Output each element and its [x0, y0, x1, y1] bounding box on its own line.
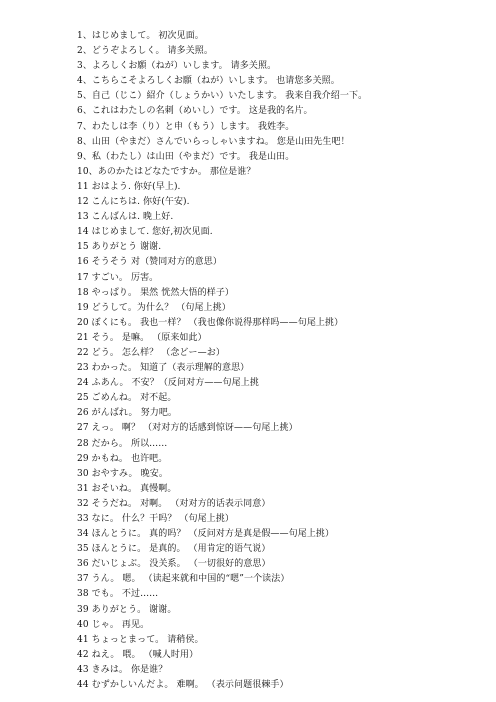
phrase-line-9: 9、私（わたし）は山田（やまだ）です。 我是山田。 — [77, 151, 295, 162]
phrase-line-36: 36 だいじょぶ。 没关系。 （一切很好的意思） — [77, 559, 271, 570]
phrase-line-28: 28 だから。 所以…… — [77, 438, 168, 449]
phrase-line-33: 33 なに。 什么？干吗？ （句尾上挑） — [77, 514, 235, 524]
phrase-line-24: 24 ふあん。 不安？（反问对方——句尾上挑 — [77, 378, 259, 389]
phrase-line-4: 4、こちらこそよろしくお願（ねが）いします。 也请您多关照。 — [77, 76, 340, 87]
phrase-line-25: 25 ごめんね。 对不起。 — [77, 393, 177, 404]
phrase-line-14: 14 はじめまして. 您好,初次见面. — [77, 227, 213, 238]
phrase-line-42: 42 ねえ。 喂。 （喊人时用） — [77, 649, 199, 660]
phrase-line-31: 31 おそいね。 真慢啊。 — [77, 483, 177, 494]
phrase-line-13: 13 こんばんは. 晚上好. — [77, 212, 174, 223]
phrase-line-11: 11 おはよう. 你好(早上). — [77, 181, 181, 192]
phrase-line-20: 20 ぼくにも。 我也一样？ （我也像你说得那样吗——句尾上挑） — [77, 317, 344, 328]
phrase-line-35: 35 ほんとうに。 是真的。 （用肯定的语气说） — [77, 544, 271, 555]
phrase-line-34: 34 ほんとうに。 真的吗？ （反问对方是真是假——句尾上挑） — [77, 529, 335, 540]
phrase-list — [77, 29, 487, 693]
phrase-line-27: 27 えっ。 啊？ （对对方的话感到惊讶——句尾上挑） — [77, 423, 298, 434]
phrase-line-37: 37 うん。 嗯。 （读起来就和中国的“嗯”一个读法） — [77, 574, 290, 585]
phrase-line-19: 19 どうして。为什么？ （句尾上挑） — [77, 302, 231, 313]
phrase-line-43: 43 きみは。 你是谁？ — [77, 664, 168, 675]
phrase-line-7: 7、わたしは李（り）と申（もう）します。 我姓李。 — [77, 121, 295, 132]
phrase-line-10: 10、あのかたはどなたですか。 那位是谁？ — [77, 166, 256, 177]
phrase-line-23: 23 わかった。 知道了（表示理解的意思） — [77, 363, 250, 374]
phrase-line-22: 22 どう。 怎么样？ （念どー—お） — [77, 347, 225, 358]
phrase-line-18: 18 やっぱり。 果然 恍然大悟的样子） — [77, 287, 235, 298]
phrase-line-30: 30 おやすみ。 晚安。 — [77, 468, 168, 479]
phrase-line-5: 5、自己（じこ）紹介（しょうかい）いたします。 我来自我介绍一下。 — [77, 91, 368, 102]
phrase-line-6: 6、これはわたしの名刺（めいし）です。 这是我的名片。 — [77, 106, 313, 117]
phrase-line-1: 1、はじめまして。 初次见面。 — [77, 31, 204, 41]
phrase-line-40: 40 じゃ。 再见。 — [77, 619, 150, 630]
phrase-line-12: 12 こんにちは. 你好(午安). — [77, 197, 190, 208]
phrase-line-16: 16 そうそう 对（赞同对方的意思） — [77, 257, 222, 268]
phrase-line-38: 38 でも。 不过…… — [77, 589, 159, 600]
phrase-line-26: 26 がんばれ。 努力吧。 — [77, 408, 178, 419]
phrase-line-15: 15 ありがとう 谢谢. — [77, 242, 162, 253]
phrase-line-29: 29 かもね。 也许吧。 — [77, 453, 168, 464]
phrase-line-39: 39 ありがとう。 谢谢。 — [77, 604, 177, 615]
phrase-line-2: 2、どうぞよろしく。 请多关照。 — [77, 46, 214, 57]
phrase-line-44: 44 むずかしいんだよ。 难啊。 （表示问题很棘手） — [77, 680, 289, 691]
phrase-line-3: 3、よろしくお願（ねが）いします。 请多关照。 — [77, 61, 277, 72]
phrase-line-17: 17 すごい。 厉害。 — [77, 272, 159, 283]
phrase-line-21: 21 そう。 是嘛。 （原来如此） — [77, 332, 207, 343]
phrase-line-32: 32 そうだね。 对啊。 （对对方的话表示同意） — [77, 498, 271, 509]
phrase-line-41: 41 ちょっとまって。 请稍侯。 — [77, 634, 204, 645]
phrase-line-8: 8、山田（やまだ）さんでいらっしゃいますね。 您是山田先生吧！ — [77, 136, 350, 147]
